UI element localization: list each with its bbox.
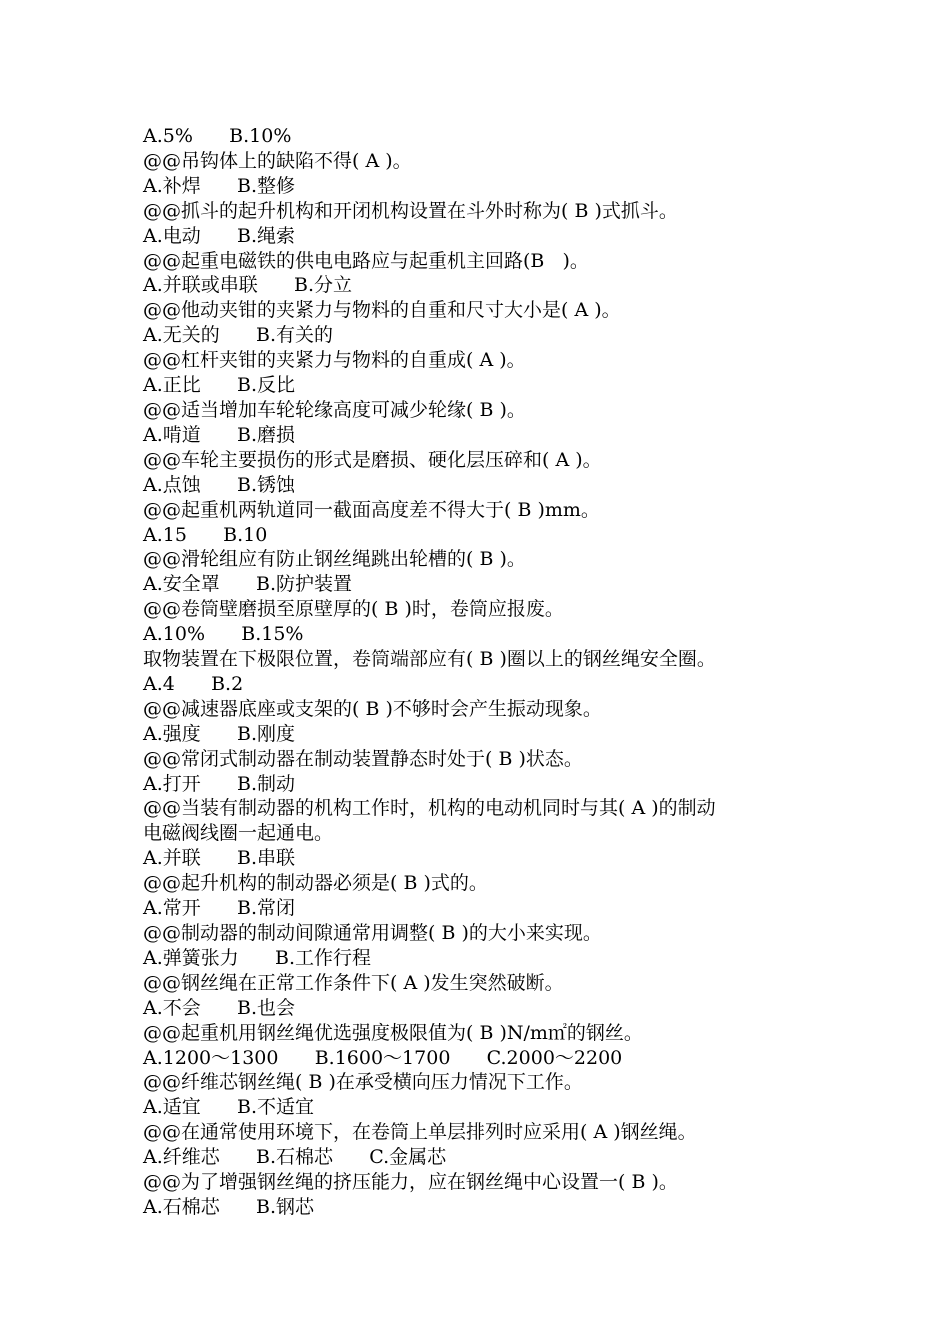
- text-line: 取物装置在下极限位置，卷筒端部应有( B )圈以上的钢丝绳安全圈。: [143, 648, 716, 671]
- text-line: A.石棉芯 B.钢芯: [143, 1195, 315, 1218]
- text-line: A.5% B.10%: [143, 125, 292, 147]
- text-line: A.正比 B.反比: [143, 374, 296, 397]
- text-line: @@制动器的制动间隙通常用调整( B )的大小来实现。: [143, 922, 602, 944]
- text-line: @@起重机两轨道同一截面高度差不得大于( B )mm。: [143, 498, 600, 521]
- text-line: @@钢丝绳在正常工作条件下( A )发生突然破断。: [143, 971, 564, 994]
- text-line: A.弹簧张力 B.工作行程: [143, 946, 372, 969]
- text-line: A.纤维芯 B.石棉芯 C.金属芯: [143, 1146, 447, 1169]
- text-line: 电磁阀线圈一起通电。: [143, 822, 334, 845]
- text-line: @@减速器底座或支架的( B )不够时会产生振动现象。: [143, 697, 602, 720]
- text-line: @@起重机用钢丝绳优选强度极限值为( B )N/m㎡的钢丝。: [143, 1021, 643, 1044]
- text-line: A.4 B.2: [143, 672, 244, 695]
- text-line: @@起升机构的制动器必须是( B )式的。: [143, 872, 488, 895]
- text-line: A.不会 B.也会: [143, 996, 296, 1019]
- text-line: A.适宜 B.不适宜: [143, 1096, 315, 1119]
- text-line: @@滑轮组应有防止钢丝绳跳出轮槽的( B )。: [143, 548, 526, 571]
- text-line: A.1200～1300 B.1600～1700 C.2000～2200: [143, 1046, 623, 1069]
- text-line: A.打开 B.制动: [143, 772, 296, 795]
- text-line: @@起重电磁铁的供电电路应与起重机主回路(B )。: [143, 249, 589, 272]
- text-line: @@常闭式制动器在制动装置静态时处于( B )状态。: [143, 747, 583, 770]
- text-line: A.无关的 B.有关的: [143, 324, 334, 347]
- text-line: A.电动 B.绳索: [143, 224, 296, 247]
- text-line: A.点蚀 B.锈蚀: [143, 473, 296, 496]
- text-line: @@当装有制动器的机构工作时，机构的电动机同时与其( A )的制动: [143, 797, 716, 820]
- text-line: @@适当增加车轮轮缘高度可减少轮缘( B )。: [143, 398, 526, 421]
- text-line: @@纤维芯钢丝绳( B )在承受横向压力情况下工作。: [143, 1071, 583, 1094]
- text-line: A.常开 B.常闭: [143, 897, 296, 920]
- text-line: @@抓斗的起升机构和开闭机构设置在斗外时称为( B )式抓斗。: [143, 199, 678, 222]
- text-line: @@为了增强钢丝绳的挤压能力，应在钢丝绳中心设置一( B )。: [143, 1171, 678, 1194]
- text-line: @@卷筒壁磨损至原壁厚的( B )时，卷筒应报废。: [143, 598, 564, 621]
- text-line: A.强度 B.刚度: [143, 722, 296, 745]
- text-line: A.补焊 B.整修: [143, 174, 296, 197]
- text-line: @@吊钩体上的缺陷不得( A )。: [143, 149, 412, 172]
- question-list: [143, 124, 843, 1220]
- text-line: A.安全罩 B.防护装置: [143, 573, 353, 596]
- text-line: A.并联 B.串联: [143, 847, 296, 870]
- text-line: @@在通常使用环境下，在卷筒上单层排列时应采用( A )钢丝绳。: [143, 1121, 697, 1144]
- text-line: @@杠杆夹钳的夹紧力与物料的自重成( A )。: [143, 349, 526, 372]
- text-line: @@车轮主要损伤的形式是磨损、硬化层压碎和( A )。: [143, 448, 602, 471]
- text-line: A.10% B.15%: [143, 623, 304, 646]
- text-line: A.并联或串联 B.分立: [143, 274, 353, 297]
- text-line: @@他动夹钳的夹紧力与物料的自重和尺寸大小是( A )。: [143, 299, 621, 322]
- text-line: A.啃道 B.磨损: [143, 423, 296, 446]
- text-line: A.15 B.10: [143, 523, 268, 546]
